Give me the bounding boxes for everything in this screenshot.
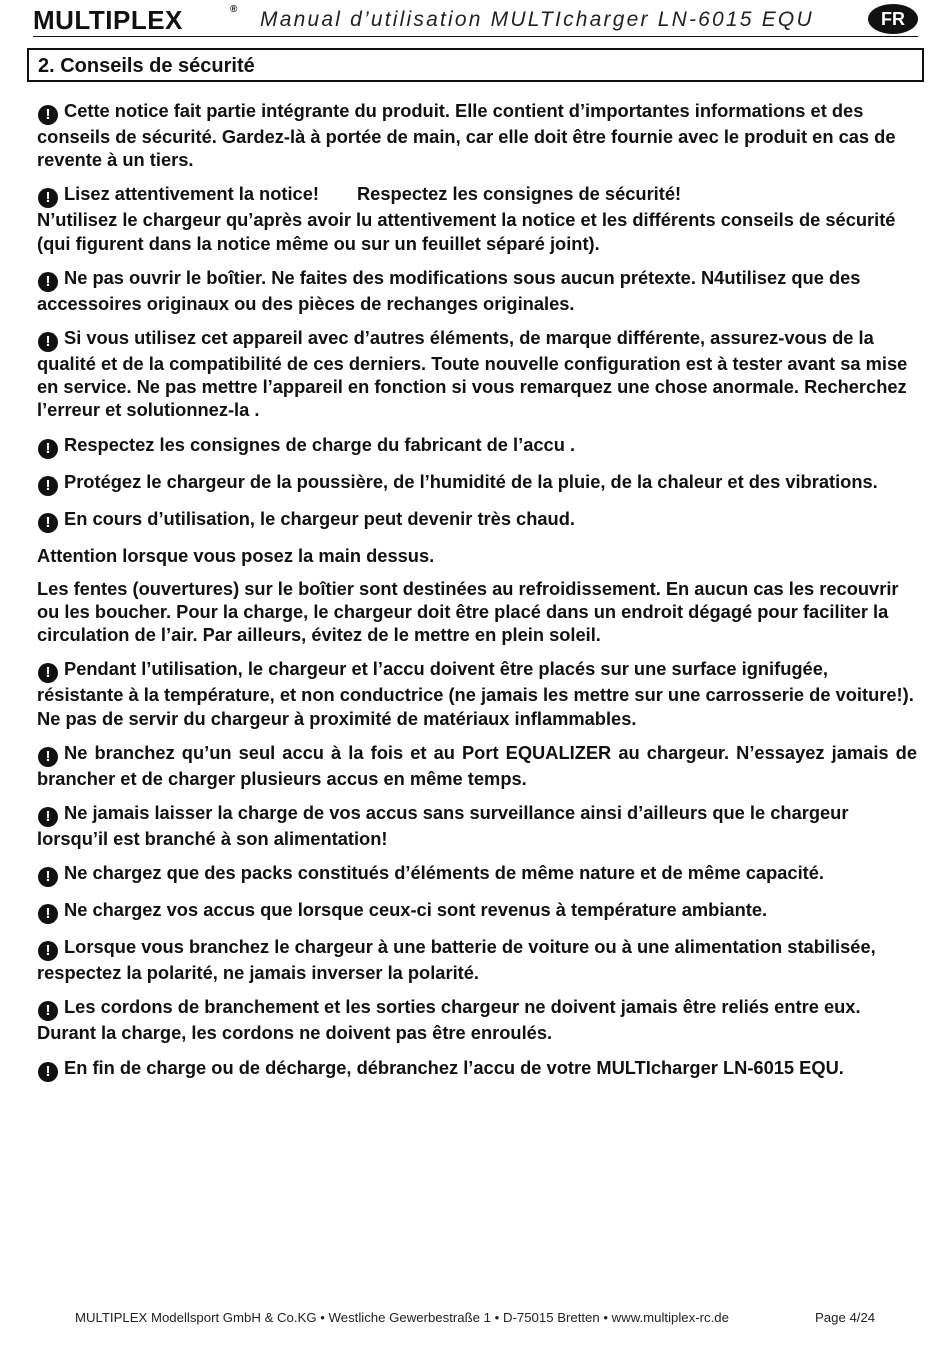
footer-company-info: MULTIPLEX Modellsport GmbH & Co.KG • Westliche Gewerbestraße 1 • D-75015 Bretten • www.multiplex-rc.de: [75, 1310, 729, 1325]
exclamation-circle-icon: !: [38, 439, 58, 459]
paragraph-single-pack: [37, 741, 917, 790]
exclamation-circle-icon: !: [38, 476, 58, 496]
language-badge: FR: [868, 4, 918, 34]
exclamation-circle-icon: !: [38, 513, 58, 533]
exclamation-circle-icon: !: [38, 1001, 58, 1021]
paragraph-attention: [37, 544, 917, 567]
paragraph-text: Protégez le chargeur de la poussière, de l’humidité de la pluie, de la chaleur et des vibrations.: [64, 470, 878, 492]
paragraph-cables: [37, 995, 917, 1044]
page-number: Page 4/24: [815, 1310, 876, 1325]
section-heading-box: [27, 48, 924, 82]
exclamation-circle-icon: !: [38, 272, 58, 292]
paragraph-text: Cette notice fait partie intégrante du produit. Elle contient d’importantes informations et des conseils de sécurité. Gardez-là à portée de main, car elle doit être fournie avec le produit en cas de revente à un tiers.: [37, 100, 896, 171]
paragraph-text: Les fentes (ouvertures) sur le boîtier sont destinées au refroidissement. En aucun cas les recouvrir ou les boucher. Pour la charge, le chargeur doit être placé dans un endroit dégagé pour faciliter la circulation de l’air. Par ailleurs, évitez de le mettre en plein soleil.: [37, 577, 899, 646]
section-heading: 2. Conseils de sécurité: [38, 55, 255, 77]
registered-mark: ®: [230, 4, 238, 15]
exclamation-circle-icon: !: [38, 904, 58, 924]
paragraph-text: Lisez attentivement la notice!: [64, 183, 319, 205]
paragraph-text: Ne jamais laisser la charge de vos accus sans surveillance ainsi d’ailleurs que le chargeur lorsqu’il est branché à son alimentation!: [37, 802, 849, 850]
paragraph-text: En fin de charge ou de décharge, débranchez l’accu de votre MULTIcharger LN-6015 EQU.: [64, 1056, 844, 1078]
paragraph-surface: [37, 657, 917, 729]
paragraph-protection: [37, 470, 917, 496]
exclamation-circle-icon: !: [38, 747, 58, 767]
paragraph-housing: [37, 266, 917, 315]
safety-instructions: [37, 99, 917, 1093]
paragraph-supervision: [37, 801, 917, 850]
paragraph-heat: [37, 507, 917, 533]
paragraph-text: Pendant l’utilisation, le chargeur et l’accu doivent être placés sur une surface ignifugée, résistante à la température, et non conductrice (ne jamais les mettre sur une carrosserie de voiture!). Ne pas de servir du chargeur à proximité de matériaux inflammables.: [37, 658, 914, 729]
paragraph-same-packs: [37, 861, 917, 887]
exclamation-circle-icon: !: [38, 807, 58, 827]
paragraph-temperature: [37, 898, 917, 924]
exclamation-circle-icon: !: [38, 188, 58, 208]
paragraph-text: Lorsque vous branchez le chargeur à une batterie de voiture ou à une alimentation stabilisée, respectez la polarité, ne jamais inverser la polarité.: [37, 936, 876, 984]
paragraph-notice: [37, 99, 917, 171]
paragraph-disconnect: [37, 1056, 917, 1082]
paragraph-text: Attention lorsque vous posez la main dessus.: [37, 544, 435, 566]
paragraph-text: Ne chargez vos accus que lorsque ceux-ci sont revenus à température ambiante.: [64, 899, 768, 921]
paragraph-text: Respectez les consignes de sécurité!: [356, 183, 682, 205]
paragraph-text: N’utilisez le chargeur qu’après avoir lu attentivement la notice et les différents conseils de sécurité (qui figurent dans la notice même ou sur un feuillet séparé joint).: [37, 209, 896, 254]
exclamation-circle-icon: !: [38, 867, 58, 887]
paragraph-text: En cours d’utilisation, le chargeur peut devenir très chaud.: [64, 507, 575, 529]
paragraph-text: Respectez les consignes de charge du fabricant de l’accu .: [64, 433, 576, 455]
exclamation-circle-icon: !: [38, 105, 58, 125]
paragraph-ventilation: [37, 577, 917, 647]
paragraph-read-notice: [37, 182, 917, 254]
manual-title: Manual d’utilisation MULTIcharger LN-6015 EQU: [260, 8, 814, 31]
paragraph-text: Ne chargez que des packs constitués d’éléments de même nature et de même capacité.: [64, 862, 824, 884]
paragraph-text: Les cordons de branchement et les sorties chargeur ne doivent jamais être reliés entre eux. Durant la charge, les cordons ne doivent pas être enroulés.: [37, 996, 861, 1044]
paragraph-charge-rules: [37, 433, 917, 459]
header-divider: [33, 36, 918, 37]
paragraph-text: Ne pas ouvrir le boîtier. Ne faites des modifications sous aucun prétexte. N4utilisez que des accessoires originaux ou des pièces de rechanges originales.: [37, 266, 861, 314]
paragraph-text: Ne branchez qu’un seul accu à la fois et au Port EQUALIZER au chargeur. N’essayez jamais de brancher et de charger plusieurs accus en même temps.: [37, 741, 917, 789]
exclamation-circle-icon: !: [38, 663, 58, 683]
paragraph-compatibility: [37, 326, 917, 422]
exclamation-circle-icon: !: [38, 1062, 58, 1082]
page-header: [33, 4, 918, 38]
exclamation-circle-icon: !: [38, 941, 58, 961]
paragraph-polarity: [37, 935, 917, 984]
exclamation-circle-icon: !: [38, 332, 58, 352]
multiplex-logo: MULTIPLEX: [33, 5, 183, 35]
paragraph-text: Si vous utilisez cet appareil avec d’autres éléments, de marque différente, assurez-vous de la qualité et de la compatibilité de ces derniers. Toute nouvelle configuration est à tester avant sa mise en service. Ne pas mettre l’appareil en fonction si vous remarquez une chose anormale. Recherchez l’erreur et solutionnez-la .: [37, 327, 908, 421]
